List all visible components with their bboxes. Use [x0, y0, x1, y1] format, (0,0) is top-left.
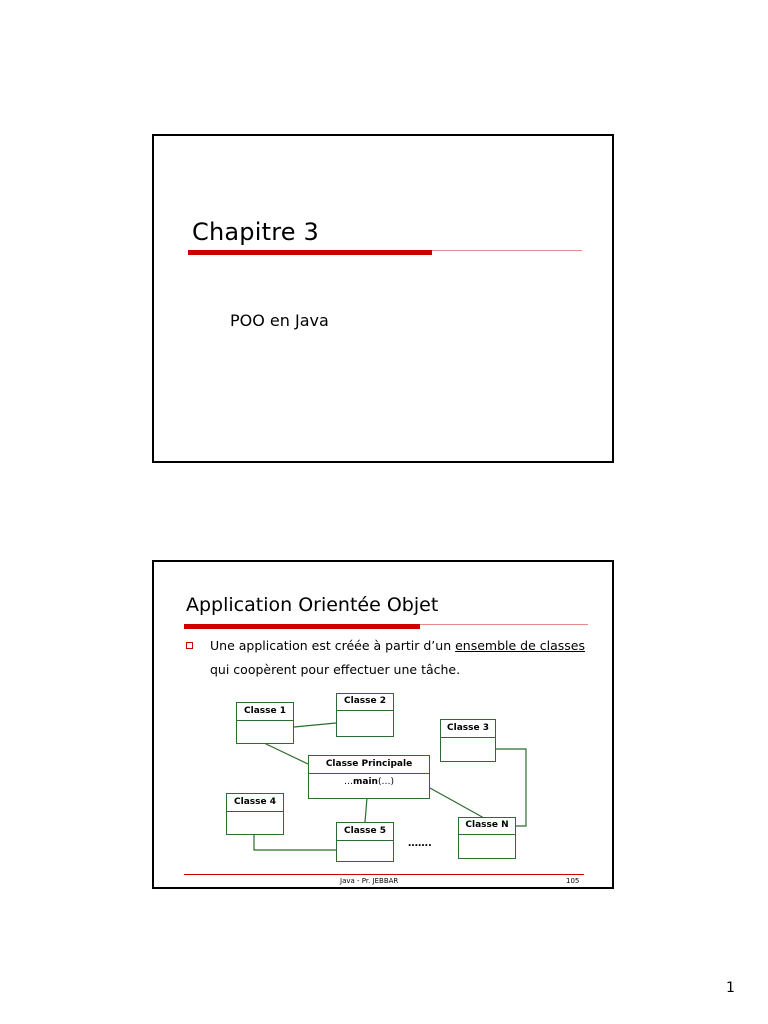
method-suffix: (…)	[377, 777, 394, 787]
bullet-text-underlined: ensemble de classes	[455, 638, 586, 653]
uml-class-4	[226, 793, 284, 835]
uml-class-principal	[308, 755, 430, 799]
bullet-text-end: qui coopèrent pour effectuer une tâche.	[210, 662, 461, 677]
slide-title: Application Orientée Objet	[186, 594, 439, 616]
uml-class-3-name: Classe 3	[441, 720, 495, 738]
title-underline-thin	[432, 250, 582, 251]
uml-class-4-name: Classe 4	[227, 794, 283, 812]
uml-class-n-name: Classe N	[459, 818, 515, 835]
footer-divider	[184, 874, 584, 875]
connector-4-5	[254, 835, 336, 850]
footer-author: Java - Pr. JEBBAR	[340, 877, 399, 885]
uml-class-5-name: Classe 5	[337, 823, 393, 841]
uml-class-1	[236, 702, 294, 744]
connector-1-principal	[264, 743, 308, 764]
uml-class-n	[458, 817, 516, 859]
method-prefix: …	[344, 777, 353, 787]
connector-3-n	[496, 749, 526, 826]
connector-principal-5	[365, 798, 367, 822]
connector-1-2	[294, 723, 336, 727]
uml-class-2	[336, 693, 394, 737]
slide-application-oo	[152, 560, 614, 889]
chapter-subtitle: POO en Java	[230, 311, 329, 330]
uml-class-principal-name: Classe Principale	[309, 756, 429, 774]
method-main: main	[353, 777, 378, 787]
connector-principal-n	[430, 788, 484, 818]
uml-class-principal-method	[309, 777, 429, 787]
title-underline-thick	[188, 250, 432, 255]
slide-chapter-title	[152, 134, 614, 463]
bullet-text-start: Une application est créée à partir d’un	[210, 638, 456, 653]
page-number: 1	[726, 980, 735, 996]
uml-class-3	[440, 719, 496, 762]
uml-class-2-name: Classe 2	[337, 694, 393, 711]
uml-class-5	[336, 822, 394, 862]
chapter-title: Chapitre 3	[192, 218, 319, 246]
footer-slide-number: 105	[566, 877, 580, 885]
diagram-ellipsis: …….	[408, 838, 432, 849]
uml-class-1-name: Classe 1	[237, 703, 293, 721]
